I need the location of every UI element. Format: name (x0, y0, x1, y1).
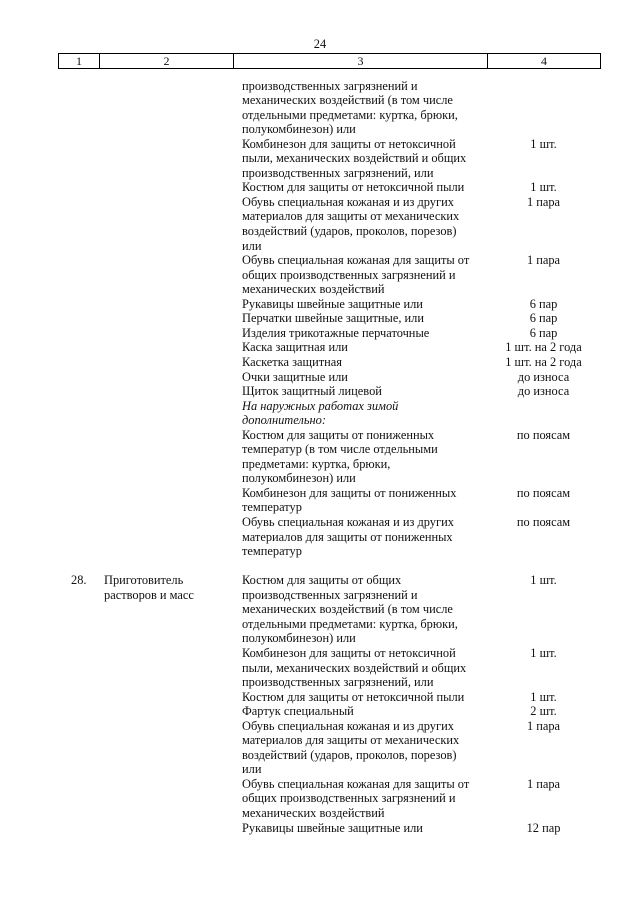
table-line (0, 646, 640, 661)
ppe-description: общих производственных загрязнений и (242, 267, 456, 282)
issue-norm: по поясам (516, 515, 571, 529)
table-line (0, 617, 640, 632)
ppe-description: Костюм для защиты от нетоксичной пыли (242, 689, 465, 704)
table-line (0, 588, 640, 603)
ppe-description: механических воздействий (242, 282, 385, 297)
table-line (0, 268, 640, 283)
table-line (0, 355, 640, 370)
table-line (0, 137, 640, 152)
table-line (0, 573, 640, 588)
table-line (0, 166, 640, 181)
ppe-description: дополнительно: (242, 413, 326, 428)
ppe-description: температур (в том числе отдельными (242, 442, 438, 457)
ppe-description: температур (242, 500, 302, 515)
ppe-description: Обувь специальная кожаная для защиты от (242, 253, 470, 268)
ppe-description: Каскетка защитная (242, 354, 342, 369)
table-line (0, 253, 640, 268)
profession-name: Приготовитель (104, 573, 184, 588)
issue-norm: 1 пара (526, 776, 561, 791)
table-line (0, 209, 640, 224)
issue-norm: 1 шт. (530, 689, 557, 704)
ppe-description: материалов для защиты от механических (242, 209, 460, 224)
table-line (0, 500, 640, 515)
ppe-description: общих производственных загрязнений и (242, 791, 456, 806)
issue-norm: до износа (517, 369, 570, 384)
issue-norm: 1 пара (526, 194, 561, 209)
ppe-description: Обувь специальная кожаная и из других (242, 718, 454, 733)
ppe-description: воздействий (ударов, проколов, порезов) (242, 224, 457, 238)
issue-norm: до износа (517, 384, 570, 399)
table-line (0, 384, 640, 399)
issue-norm: 1 шт. на 2 года (505, 354, 582, 369)
table-line (0, 515, 640, 530)
table-line (0, 413, 640, 428)
ppe-description: производственных загрязнений, или (242, 165, 434, 180)
column-header-1: 1 (59, 54, 100, 69)
table-line (0, 733, 640, 748)
issue-norm: по поясам (516, 485, 571, 500)
table-line (0, 297, 640, 312)
ppe-description: Фартук специальный (242, 704, 354, 719)
table-line (0, 442, 640, 457)
table-line (0, 530, 640, 545)
ppe-description: Костюм для защиты от общих (242, 573, 402, 588)
table-line (0, 224, 640, 239)
ppe-description: Рукавицы швейные защитные или (242, 820, 423, 835)
table-line (0, 370, 640, 385)
ppe-description: пыли, механических воздействий и общих (242, 151, 467, 166)
table-line (0, 399, 640, 414)
page-number: 24 (313, 37, 327, 51)
ppe-description: отдельными предметами: куртка, брюки, (242, 616, 458, 631)
ppe-description: механических воздействий (в том числе (242, 602, 453, 617)
ppe-description: или (242, 238, 262, 253)
ppe-description: Обувь специальная кожаная и из других (242, 194, 454, 209)
table-line (0, 340, 640, 355)
column-header-4: 4 (488, 54, 601, 69)
issue-norm: 1 пара (526, 718, 561, 733)
ppe-description: Обувь специальная кожаная и из других (242, 515, 454, 529)
table-line (0, 239, 640, 254)
table-line (0, 471, 640, 486)
table-line (0, 122, 640, 137)
table-line (0, 79, 640, 94)
table-line (0, 791, 640, 806)
ppe-description: Костюм для защиты от пониженных (242, 427, 435, 442)
ppe-description: Комбинезон для защиты от нетоксичной (242, 136, 456, 151)
table-line (0, 457, 640, 472)
ppe-description: материалов для защиты от пониженных (242, 529, 453, 544)
issue-norm: 1 шт. (530, 180, 557, 195)
table-line (0, 690, 640, 705)
ppe-description: Щиток защитный лицевой (242, 384, 382, 399)
issue-norm: 1 шт. на 2 года (505, 340, 582, 355)
table-line (0, 675, 640, 690)
table-line (0, 180, 640, 195)
ppe-description: полукомбинезон) или (242, 471, 356, 486)
item-number: 28. (71, 573, 87, 588)
ppe-description: полукомбинезон) или (242, 631, 356, 646)
table-line (0, 806, 640, 821)
issue-norm: 1 пара (526, 253, 561, 268)
issue-norm: 1 шт. (530, 136, 557, 151)
table-line (0, 748, 640, 763)
ppe-description: производственных загрязнений и (242, 78, 418, 93)
table-line (0, 777, 640, 792)
ppe-description: Каска защитная или (242, 340, 348, 355)
issue-norm: 6 пар (529, 296, 558, 311)
table-line (0, 282, 640, 297)
table-line (0, 428, 640, 443)
table-line (0, 108, 640, 123)
ppe-description: пыли, механических воздействий и общих (242, 660, 467, 675)
table-line (0, 93, 640, 108)
table-line (0, 151, 640, 166)
table-line (0, 544, 640, 559)
ppe-description: производственных загрязнений и (242, 587, 418, 602)
table-line (0, 195, 640, 210)
ppe-description: Изделия трикотажные перчаточные (242, 325, 430, 340)
ppe-description: полукомбинезон) или (242, 122, 356, 137)
ppe-description: Комбинезон для защиты от пониженных (242, 485, 457, 500)
ppe-description: На наружных работах зимой (242, 398, 399, 413)
issue-norm: 1 шт. (530, 573, 557, 588)
table-line (0, 762, 640, 777)
ppe-description: температур (242, 544, 302, 559)
ppe-description: производственных загрязнений, или (242, 675, 434, 690)
ppe-description: материалов для защиты от механических (242, 733, 460, 748)
ppe-description: Костюм для защиты от нетоксичной пыли (242, 180, 465, 195)
ppe-description: Перчатки швейные защитные, или (242, 311, 424, 326)
table-line (0, 559, 640, 574)
issue-norm: 2 шт. (530, 704, 557, 719)
issue-norm: 6 пар (529, 311, 558, 326)
table-line (0, 326, 640, 341)
table-line (0, 704, 640, 719)
ppe-description: Обувь специальная кожаная для защиты от (242, 776, 470, 791)
ppe-description: отдельными предметами: куртка, брюки, (242, 107, 458, 122)
table-line (0, 311, 640, 326)
profession-name: растворов и масс (104, 587, 194, 602)
column-header-3: 3 (234, 54, 488, 69)
table-line (0, 661, 640, 676)
ppe-description: механических воздействий (242, 806, 385, 820)
issue-norm: 12 пар (526, 820, 561, 835)
table-line (0, 602, 640, 617)
column-header-row (58, 53, 601, 69)
table-line (0, 631, 640, 646)
column-header-2: 2 (100, 54, 234, 69)
table-line (0, 821, 640, 836)
ppe-description: воздействий (ударов, проколов, порезов) (242, 747, 457, 762)
ppe-description: Очки защитные или (242, 369, 348, 384)
ppe-description: или (242, 762, 262, 777)
ppe-description: Рукавицы швейные защитные или (242, 296, 423, 311)
issue-norm: 1 шт. (530, 645, 557, 660)
issue-norm: по поясам (516, 427, 571, 442)
ppe-description: механических воздействий (в том числе (242, 93, 453, 108)
table-line (0, 486, 640, 501)
ppe-description: предметами: куртка, брюки, (242, 456, 391, 471)
issue-norm: 6 пар (529, 325, 558, 340)
table-line (0, 719, 640, 734)
ppe-description: Комбинезон для защиты от нетоксичной (242, 645, 456, 660)
